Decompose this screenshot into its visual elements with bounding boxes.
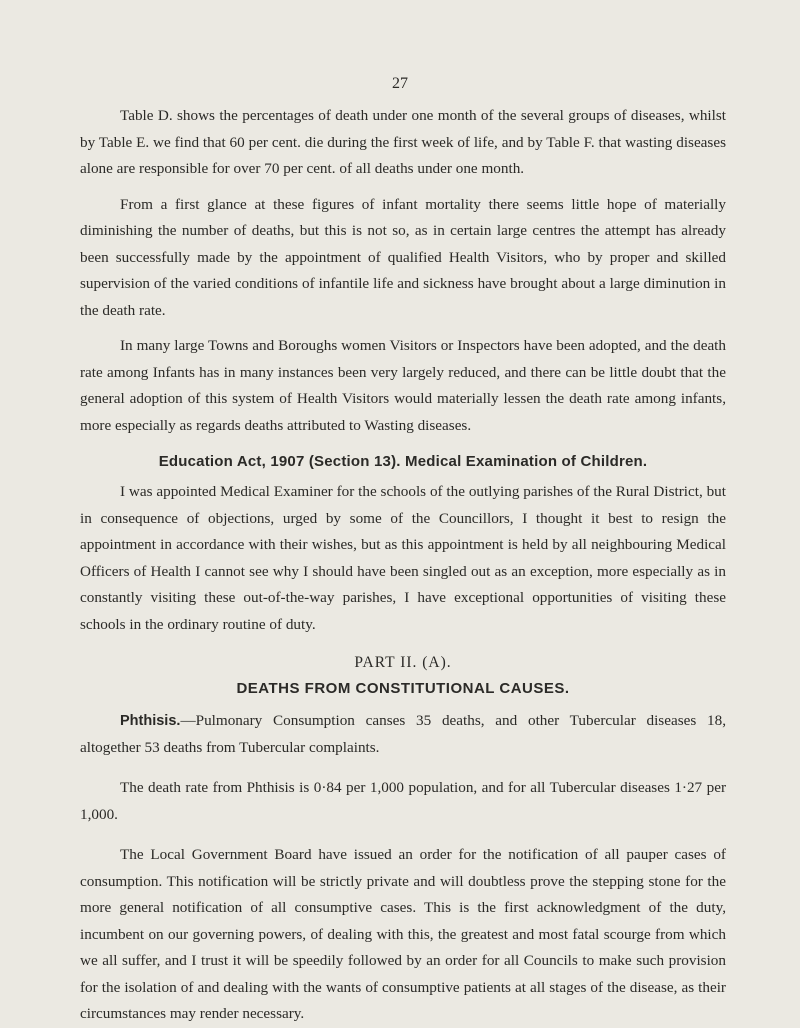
paragraph-first-glance: From a first glance at these figures of infant mortality there seems little hope of materially diminishing the number of deaths, but this is not so, as in certain large centres the attempt has already been successfully made by the appointment of qualified Health Visitors, who by proper and skilled supervision of the varied conditions of infantile life and sickness have brought about a large diminution in the death rate.	[80, 195, 726, 319]
section-heading-education-act: Education Act, 1907 (Section 13). Medical Examination of Children.	[158, 453, 648, 470]
paragraph-phthisis	[80, 708, 726, 761]
paragraph-medical-examiner: I was appointed Medical Examiner for the schools of the outlying parishes of the Rural District, but in consequence of objections, urged by some of the Councillors, I thought it best to resign the appointment in accordance with their wishes, but as this appointment is held by all neighbouring Medical Officers of Health I cannot see why I should have been singled out as an exception, more especially as in constantly visiting these out-of-the-way parishes, I have exceptional opportunities of visiting these schools in the ordinary routine of duty.	[80, 483, 726, 633]
paragraph-table-d: Table D. shows the percentages of death under one month of the several groups of diseases, whilst by Table E. we find that 60 per cent. die during the first week of life, and by Table F. that wasting diseases alone are responsible for over 70 per cent. of all deaths under one month.	[80, 107, 726, 177]
phthisis-text: —Pulmonary Consumption canses 35 deaths, and other Tubercular diseases 18, altogether 53 deaths from Tubercular complaints.	[80, 712, 726, 756]
part-subheading: DEATHS FROM CONSTITUTIONAL CAUSES.	[236, 680, 570, 697]
paragraph-death-rate: The death rate from Phthisis is 0·84 per 1,000 population, and for all Tubercular diseases 1·27 per 1,000.	[80, 779, 726, 823]
phthisis-lead: Phthisis.	[120, 713, 181, 729]
part-heading: PART II. (A).	[354, 654, 452, 671]
paragraph-health-visitors: In many large Towns and Boroughs women Visitors or Inspectors have been adopted, and the death rate among Infants has in many instances been very largely reduced, and there can be little doubt that the general adoption of this system of Health Visitors would materially lessen the death rate among infants, more especially as regards deaths attributed to Wasting diseases.	[80, 337, 726, 434]
body-text	[80, 103, 726, 1028]
paragraph-local-government-board: The Local Government Board have issued an order for the notification of all pauper cases of consumption. This notification will be strictly private and will doubtless prove the stepping stone for the more general notification of all consumptive cases. This is the first acknowledgment of the duty, incumbent on our governing powers, of dealing with this, the greatest and most fatal scourge from which we all suffer, and I trust it will be speedily followed by an order for all Councils to make such provision for the isolation of and dealing with the wants of consumptive patients at all stages of the disease, as their circumstances may render necessary.	[80, 846, 726, 1022]
page-number: 27	[392, 75, 408, 92]
